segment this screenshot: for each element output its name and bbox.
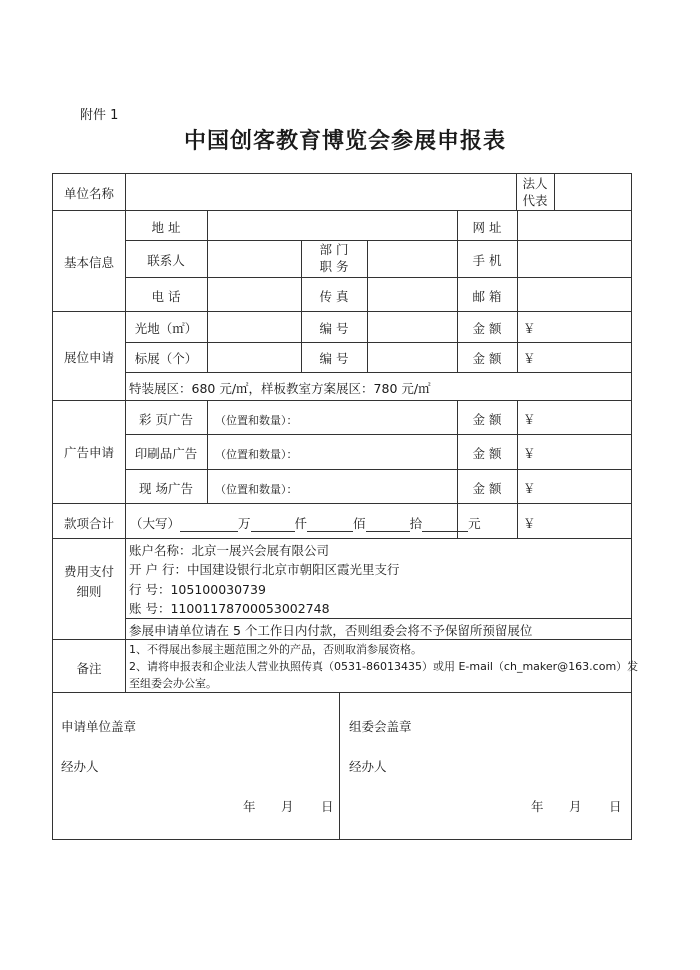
total-label: 款项合计 (63, 516, 114, 531)
row-divider (53, 210, 631, 211)
wan-unit: 万 (238, 516, 251, 531)
position-label: 职 务 (319, 259, 349, 274)
account-number: 账 号：11001178700053002748 (129, 601, 330, 616)
standard-booth-yen-sign: ￥ (523, 351, 536, 366)
yuan-blank (422, 517, 468, 532)
raw-space-number-label: 编 号 (319, 321, 349, 336)
row-divider (125, 240, 631, 241)
row-divider (53, 503, 631, 504)
contact-label: 联系人 (147, 253, 185, 268)
printed-position-qty: （位置和数量）： (215, 448, 298, 461)
col-divider (367, 240, 368, 372)
onsite-ad-label: 现 场广告 (139, 481, 193, 496)
committee-year-label: 年 (531, 799, 544, 814)
qian-blank (251, 517, 295, 532)
standard-booth-amount-label: 金 额 (472, 351, 502, 366)
legal-rep-label-line1: 法人 (522, 176, 548, 191)
application-form (52, 173, 639, 840)
dept-position-label (301, 241, 367, 275)
col-divider (207, 400, 208, 503)
daxie-label: （大写） (130, 516, 181, 531)
row-divider (125, 434, 631, 435)
row-divider (125, 277, 631, 278)
raw-space-yen-sign: ￥ (523, 321, 536, 336)
committee-month-label: 月 (569, 799, 582, 814)
payment-label-line1: 费用支付 (63, 564, 114, 579)
email-label: 邮 箱 (472, 289, 502, 304)
col-divider (517, 210, 518, 372)
attachment-label: 附件 1 (80, 108, 119, 123)
standard-booth-number-label: 编 号 (319, 351, 349, 366)
payment-details-label (53, 562, 125, 602)
shi-unit: 拾 (409, 516, 423, 531)
printed-amount-label: 金 额 (472, 446, 502, 461)
form-title: 中国创客教育博览会参展申报表 (183, 128, 506, 154)
shi-blank (366, 517, 410, 532)
bank-number: 行 号：105100030739 (129, 582, 266, 597)
bai-unit: 佰 (353, 516, 366, 531)
color-page-ad-label: 彩 页广告 (139, 412, 193, 427)
col-divider (554, 174, 555, 210)
col-divider (339, 692, 340, 839)
remark-line-1: 1、不得展出参展主题范围之外的产品，否则取消参展资格。 (129, 643, 422, 656)
dept-label: 部 门 (319, 242, 349, 257)
wan-blank (180, 517, 238, 532)
row-divider (125, 372, 631, 373)
onsite-yen-sign: ￥ (523, 481, 536, 496)
col-divider (517, 400, 518, 538)
total-yen-sign: ￥ (523, 516, 536, 531)
raw-space-label: 光地（㎡） (134, 321, 198, 336)
row-divider (53, 639, 631, 640)
phone-label: 电 话 (151, 289, 181, 304)
color-page-position-qty: （位置和数量）： (215, 414, 298, 427)
payment-deadline-note: 参展申请单位请在 5 个工作日内付款，否则组委会将不予保留所预留展位 (129, 623, 533, 638)
color-page-amount-label: 金 额 (472, 412, 502, 427)
remarks-label: 备注 (76, 661, 102, 676)
remark-line-2: 2、请将申报表和企业法人营业执照传真（0531-86013435）或用 E-mail（ch_maker@163.com）发 (129, 660, 639, 673)
applicant-year-label: 年 (243, 799, 256, 814)
row-divider (53, 311, 631, 312)
standard-booth-label: 标展（个） (134, 351, 198, 366)
legal-rep-label-line2: 代表 (522, 193, 548, 208)
basic-info-section-label: 基本信息 (63, 255, 114, 270)
row-divider (125, 469, 631, 470)
row-divider (125, 618, 631, 619)
committee-seal-label: 组委会盖章 (349, 719, 412, 734)
qian-unit: 仟 (294, 516, 308, 531)
website-label: 网 址 (472, 220, 502, 235)
company-name-label: 单位名称 (63, 186, 114, 201)
row-divider (53, 692, 631, 693)
fax-label: 传 真 (319, 289, 349, 304)
color-page-yen-sign: ￥ (523, 412, 536, 427)
col-divider (207, 210, 208, 372)
committee-day-label: 日 (609, 799, 622, 814)
printed-yen-sign: ￥ (523, 446, 536, 461)
special-booth-pricing: 特装展区：680 元/㎡，样板教室方案展区：780 元/㎡ (129, 381, 431, 396)
bai-blank (307, 517, 353, 532)
mobile-label: 手 机 (472, 253, 502, 268)
legal-rep-label (516, 175, 554, 209)
row-divider (53, 538, 631, 539)
row-divider (125, 342, 631, 343)
applicant-day-label: 日 (321, 799, 334, 814)
printed-ad-label: 印刷品广告 (134, 446, 198, 461)
total-amount-in-words (130, 514, 481, 532)
remark-line-3: 至组委会办公室。 (129, 677, 217, 690)
payment-label-line2: 细则 (76, 584, 102, 599)
applicant-seal-label: 申请单位盖章 (61, 719, 137, 734)
address-label: 地 址 (151, 220, 181, 235)
bank-name: 开 户 行：中国建设银行北京市朝阳区霞光里支行 (129, 562, 400, 577)
onsite-amount-label: 金 额 (472, 481, 502, 496)
committee-handler-label: 经办人 (349, 759, 387, 774)
yuan-unit: 元 (468, 516, 481, 531)
account-name: 账户名称：北京一展兴会展有限公司 (129, 543, 330, 558)
row-divider (53, 400, 631, 401)
applicant-handler-label: 经办人 (61, 759, 99, 774)
booth-section-label: 展位申请 (63, 350, 114, 365)
raw-space-amount-label: 金 额 (472, 321, 502, 336)
applicant-month-label: 月 (281, 799, 294, 814)
onsite-position-qty: （位置和数量）： (215, 483, 298, 496)
ad-section-label: 广告申请 (63, 445, 114, 460)
